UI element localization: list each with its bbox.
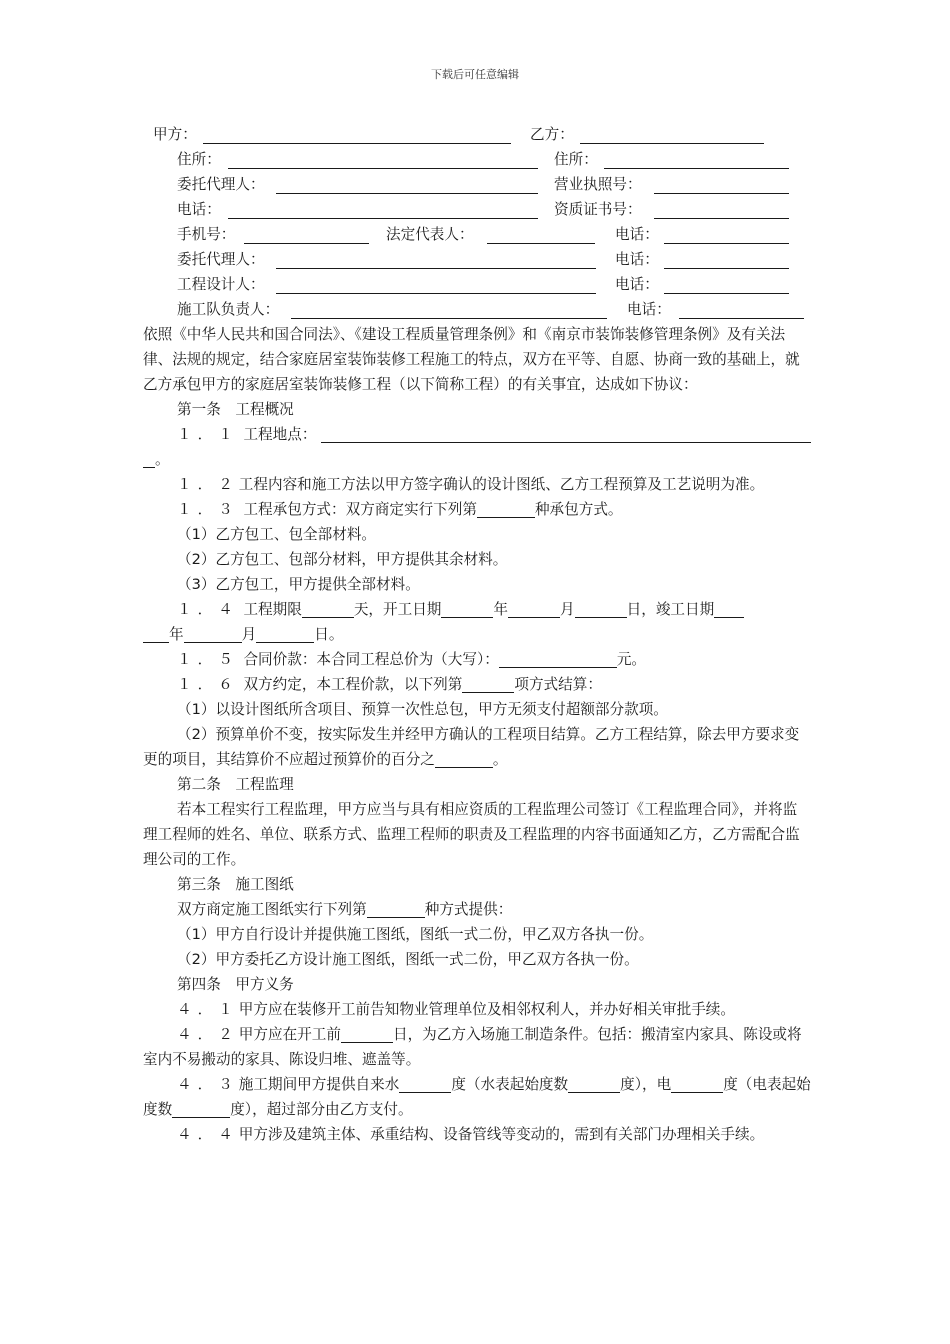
designer-field[interactable] (276, 276, 596, 294)
clause-text: 。 (492, 751, 508, 768)
clause-1-1 (143, 422, 811, 447)
clause-text: 施工期间甲方提供自来水 (238, 1076, 400, 1093)
agent-b-label: 委托代理人： (177, 251, 265, 268)
clause-text: 甲方应在装修开工前告知物业管理单位及相邻权利人，并办好相关审批手续。 (238, 1001, 735, 1018)
phone-b3-label: 电话： (615, 276, 659, 293)
clause-1-2 (143, 472, 811, 497)
mobile-row (143, 222, 811, 247)
phone-a-label: 电话： (177, 201, 221, 218)
water-amount-field[interactable] (399, 1075, 451, 1093)
clause-number: ４．１ (177, 1001, 239, 1018)
agent-row (143, 172, 811, 197)
clause-text: 项方式结算： (514, 676, 602, 693)
clause-text: 种承包方式。 (534, 501, 623, 518)
clause-4-1 (143, 997, 811, 1022)
license-field[interactable] (654, 176, 789, 194)
clause-text: 工程承包方式：双方商定实行下列第 (243, 501, 477, 518)
option-3: （3）乙方包工，甲方提供全部材料。 (177, 576, 420, 593)
contract-type-field[interactable] (477, 500, 535, 518)
license-label: 营业执照号： (554, 176, 642, 193)
clause-1-6 (143, 672, 811, 697)
clause-1-4 (143, 597, 811, 622)
party-a-field[interactable] (203, 126, 511, 144)
clause-text: 年 (169, 626, 184, 643)
clause-text: 月 (560, 601, 575, 618)
clause-text: 日。 (314, 626, 344, 643)
end-year-field-cont[interactable] (143, 625, 169, 643)
clause-text: 度），超过部分由乙方支付。 (230, 1101, 413, 1118)
clause-number: ４．３ (177, 1076, 239, 1093)
page-header: 下载后可任意编辑 (431, 68, 519, 81)
clause-number: １．３ (177, 501, 239, 518)
percentage-field[interactable] (435, 750, 493, 768)
designer-label: 工程设计人： (177, 276, 265, 293)
clause-number: ４．２ (177, 1026, 239, 1043)
clause-number: １．６ (177, 676, 239, 693)
clause-text: 工程地点： (243, 426, 317, 443)
clause-text: 甲方应在开工前 (238, 1026, 341, 1043)
end-year-field[interactable] (714, 600, 744, 618)
clause-text: 种方式提供： (424, 901, 513, 918)
clause-1-3 (143, 497, 811, 522)
clause-1-5 (143, 647, 811, 672)
duration-field[interactable] (302, 600, 354, 618)
clause-number: １．５ (177, 651, 239, 668)
party-a-row (143, 122, 811, 147)
settlement-type-field[interactable] (462, 675, 514, 693)
address-a-label: 住所： (177, 151, 221, 168)
clause-text: 。 (155, 451, 170, 468)
address-b-field[interactable] (604, 151, 789, 169)
power-meter-field[interactable] (172, 1100, 230, 1118)
start-year-field[interactable] (441, 600, 493, 618)
clause-number: １．１ (177, 426, 239, 443)
option-1: （1）乙方包工、包全部材料。 (177, 526, 377, 543)
drawing-option-1: （1）甲方自行设计并提供施工图纸，图纸一式二份，甲乙双方各执一份。 (177, 926, 654, 943)
clause-text: 日，为乙方入场施工制造条件。包括：搬清室内家具、陈设或将室内不易搬动的家具、陈设归堆、遮盖等。 (143, 1026, 802, 1068)
legal-rep-field[interactable] (487, 226, 595, 244)
phone-b3-field[interactable] (664, 276, 789, 294)
clause-text: 元。 (616, 651, 647, 668)
clause-4-3 (143, 1072, 811, 1122)
contract-price-field[interactable] (499, 650, 617, 668)
phone-b1-label: 电话： (615, 226, 659, 243)
phone-b4-field[interactable] (679, 301, 804, 319)
clause-number: １．４ (177, 601, 239, 618)
start-day-field[interactable] (575, 600, 627, 618)
end-month-field[interactable] (184, 625, 242, 643)
agent-a-field[interactable] (276, 176, 538, 194)
clause-number: ４．４ (177, 1126, 239, 1143)
clause-text: 年 (493, 601, 509, 618)
agent-b-row (143, 247, 811, 272)
team-leader-field[interactable] (291, 301, 607, 319)
clause-text: 工程期限 (243, 601, 302, 618)
team-leader-row (143, 297, 811, 322)
intro-paragraph: 依照《中华人民共和国合同法》、《建设工程质量管理条例》和《南京市装饰装修管理条例》及有关法律、法规的规定，结合家庭居室装饰装修工程施工的特点，双方在平等、自愿、协商一致的基础上，就乙方承包甲方的家庭居室装饰装修工程（以下简称工程）的有关事宜，达成如下协议： (143, 326, 800, 393)
clause-text: 度（电表起始度数 (143, 1076, 811, 1118)
cert-label: 资质证书号： (554, 201, 642, 218)
settlement-option-2 (143, 722, 811, 772)
article-4-title: 第四条 甲方义务 (177, 976, 294, 993)
site-address-field[interactable] (321, 425, 811, 443)
address-row (143, 147, 811, 172)
designer-row (143, 272, 811, 297)
clause-1-4-cont (143, 622, 811, 647)
clause-text: 工程内容和施工方法以甲方签字确认的设计图纸、乙方工程预算及工艺说明为准。 (238, 476, 765, 493)
article-3-title: 第三条 施工图纸 (177, 876, 294, 893)
clause-text: 天，开工日期 (353, 601, 442, 618)
clause-text: 甲方涉及建筑主体、承重结构、设备管线等变动的，需到有关部门办理相关手续。 (238, 1126, 765, 1143)
start-month-field[interactable] (508, 600, 560, 618)
clause-4-4 (143, 1122, 811, 1147)
contract-body (143, 122, 811, 1147)
phone-b2-label: 电话： (615, 251, 659, 268)
agent-a-label: 委托代理人： (177, 176, 265, 193)
prep-days-field[interactable] (341, 1025, 393, 1043)
settlement-option-1: （1）以设计图纸所含项目、预算一次性总包，甲方无须支付超额部分款项。 (177, 701, 668, 718)
team-leader-label: 施工队负责人： (177, 301, 280, 318)
water-meter-field[interactable] (568, 1075, 620, 1093)
clause-1-1-cont (143, 447, 811, 472)
mobile-field[interactable] (244, 226, 369, 244)
clause-text: 双方约定，本工程价款，以下列第 (243, 676, 463, 693)
party-a-label: 甲方： (153, 126, 197, 143)
address-b-label: 住所： (554, 151, 598, 168)
clause-text: 月 (241, 626, 257, 643)
address-a-field[interactable] (228, 151, 538, 169)
clause-number: １．２ (177, 476, 239, 493)
clause-text: 双方商定施工图纸实行下列第 (177, 901, 367, 918)
clause-text: 日，竣工日期 (626, 601, 715, 618)
clause-text: （2）预算单价不变，按实际发生并经甲方确认的工程项目结算。乙方工程结算，除去甲方要求变更的项目，其结算价不应超过预算价的百分之 (143, 726, 800, 768)
party-b-label: 乙方： (530, 126, 574, 143)
clause-text: 度），电 (620, 1076, 672, 1093)
clause-text: 合同价款：本合同工程总价为（大写）： (243, 651, 499, 668)
phone-a-field[interactable] (228, 201, 538, 219)
power-amount-field[interactable] (671, 1075, 723, 1093)
phone-b4-label: 电话： (627, 301, 671, 318)
option-2: （2）乙方包工、包部分材料，甲方提供其余材料。 (177, 551, 508, 568)
phone-cert-row (143, 197, 811, 222)
article-2-body: 若本工程实行工程监理，甲方应当与具有相应资质的工程监理公司签订《工程监理合同》，并将监理工程师的姓名、单位、联系方式、监理工程师的职责及工程监理的内容书面通知乙方，乙方需配合监理公司的工作。 (143, 801, 800, 868)
legal-rep-label: 法定代表人： (386, 226, 474, 243)
site-address-field-cont[interactable] (143, 450, 155, 468)
article-1-title: 第一条 工程概况 (177, 401, 294, 418)
drawing-method-field[interactable] (367, 900, 425, 918)
cert-field[interactable] (654, 201, 789, 219)
phone-b1-field[interactable] (664, 226, 789, 244)
party-b-field[interactable] (580, 126, 764, 144)
phone-b2-field[interactable] (664, 251, 789, 269)
drawing-option-2: （2）甲方委托乙方设计施工图纸，图纸一式二份，甲乙双方各执一份。 (177, 951, 639, 968)
clause-text: 度（水表起始度数 (451, 1076, 569, 1093)
end-day-field[interactable] (256, 625, 314, 643)
article-2-title: 第二条 工程监理 (177, 776, 294, 793)
mobile-label: 手机号： (177, 226, 236, 243)
article-3-intro (143, 897, 811, 922)
agent-b-field[interactable] (276, 251, 596, 269)
clause-4-2 (143, 1022, 811, 1072)
